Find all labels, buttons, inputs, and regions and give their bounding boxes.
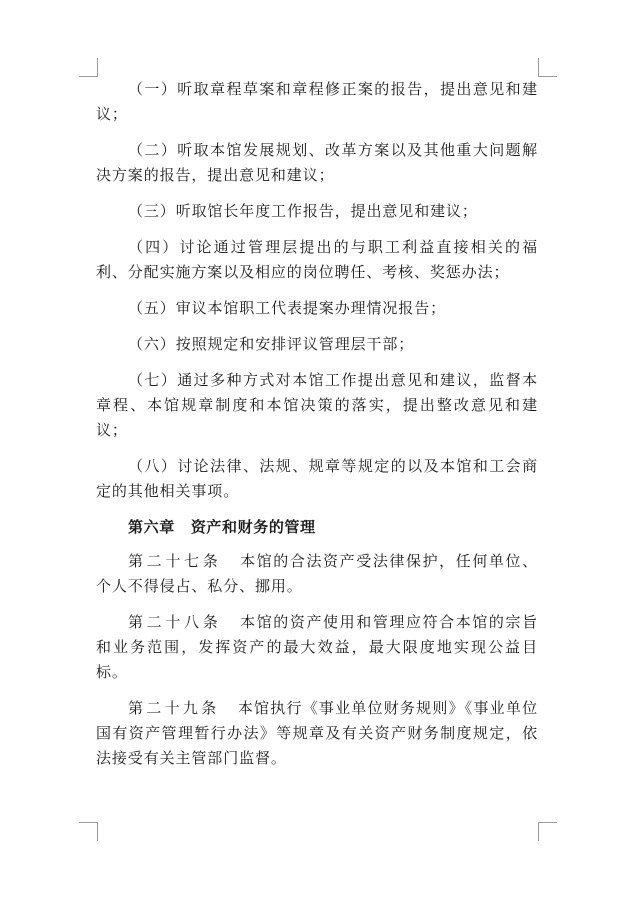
list-item: （三）听取馆长年度工作报告，提出意见和建议；	[128, 202, 478, 220]
article-paragraph	[96, 549, 538, 599]
list-item: （八）讨论法律、法规、规章等规定的以及本馆和工会商定的其他相关事项。	[96, 457, 538, 500]
chapter-title: 资产和财务的管理	[190, 518, 316, 536]
list-item: （五）审议本馆职工代表提案办理情况报告；	[128, 299, 447, 317]
article-number: 第二十八条	[128, 613, 222, 631]
article-number: 第二十九条	[128, 699, 220, 717]
chapter-heading	[96, 515, 538, 540]
document-body	[96, 77, 538, 782]
crop-mark-bottom-right	[538, 822, 557, 841]
list-item: （二）听取本馆发展规划、改革方案以及其他重大问题解决方案的报告，提出意见和建议；	[96, 141, 538, 184]
list-item: （四）讨论通过管理层提出的与职工利益直接相关的福利、分配实施方案以及相应的岗位聘任、考核、奖惩办法；	[96, 238, 538, 281]
article-paragraph	[96, 610, 538, 685]
article-number: 第二十七条	[128, 552, 222, 570]
list-item: （七）通过多种方式对本馆工作提出意见和建议，监督本章程、本馆规章制度和本馆决策的落实，提出整改意见和建议；	[96, 371, 538, 439]
article-text: 本馆的合法资产受法律保护，任何单位、个人不得侵占、私分、挪用。	[96, 552, 538, 595]
article-text: 本馆执行《事业单位财务规则》《事业单位国有资产管理暂行办法》等规章及有关资产财务制度规定，依法接受有关主管部门监督。	[96, 699, 538, 767]
article-paragraph	[96, 696, 538, 771]
chapter-number: 第六章	[128, 518, 175, 536]
crop-mark-top-right	[538, 58, 557, 77]
list-item: （六）按照规定和安排评议管理层干部；	[128, 335, 415, 353]
list-item: （一）听取章程草案和章程修正案的报告，提出意见和建议；	[96, 80, 538, 123]
crop-mark-bottom-left	[79, 822, 98, 841]
article-text: 本馆的资产使用和管理应符合本馆的宗旨和业务范围，发挥资产的最大效益，最大限度地实现公益目标。	[96, 613, 538, 681]
crop-mark-top-left	[79, 58, 98, 77]
